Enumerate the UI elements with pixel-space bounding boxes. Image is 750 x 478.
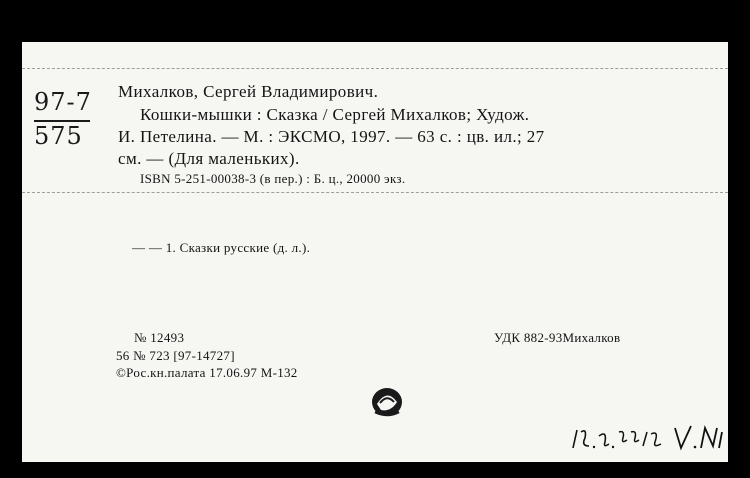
- chamber-line: ©Рос.кн.палата 17.06.97 М-132: [116, 365, 298, 380]
- call-number-top: 97-7: [34, 88, 92, 116]
- author-heading: Михалков, Сергей Владимирович.: [118, 82, 379, 101]
- title-line-2: И. Петелина. — М. : ЭКСМО, 1997. — 63 с. : цв. ил.; 27: [118, 127, 545, 146]
- isbn-line: ISBN 5-251-00038-3 (в пер.) : Б. ц., 20000 экз.: [140, 171, 406, 186]
- udc-label: УДК 882-93Михалков: [494, 330, 621, 345]
- registration-number: № 12493: [134, 330, 185, 345]
- call-number-bottom: 575: [34, 122, 83, 150]
- emblem-icon: [367, 382, 407, 420]
- title-line-1: Кошки-мышки : Сказка / Сергей Михалков; Худож.: [140, 105, 530, 124]
- registration-number-2: 56 № 723 [97-14727]: [116, 348, 235, 363]
- subject-line: — — 1. Сказки русские (д. л.).: [132, 240, 311, 255]
- handwritten-signature-icon: [567, 418, 727, 456]
- catalog-card: [22, 42, 728, 462]
- title-line-3: см. — (Для маленьких).: [118, 149, 300, 168]
- dashed-rule-top: [22, 68, 728, 69]
- dashed-rule-middle: [22, 192, 728, 193]
